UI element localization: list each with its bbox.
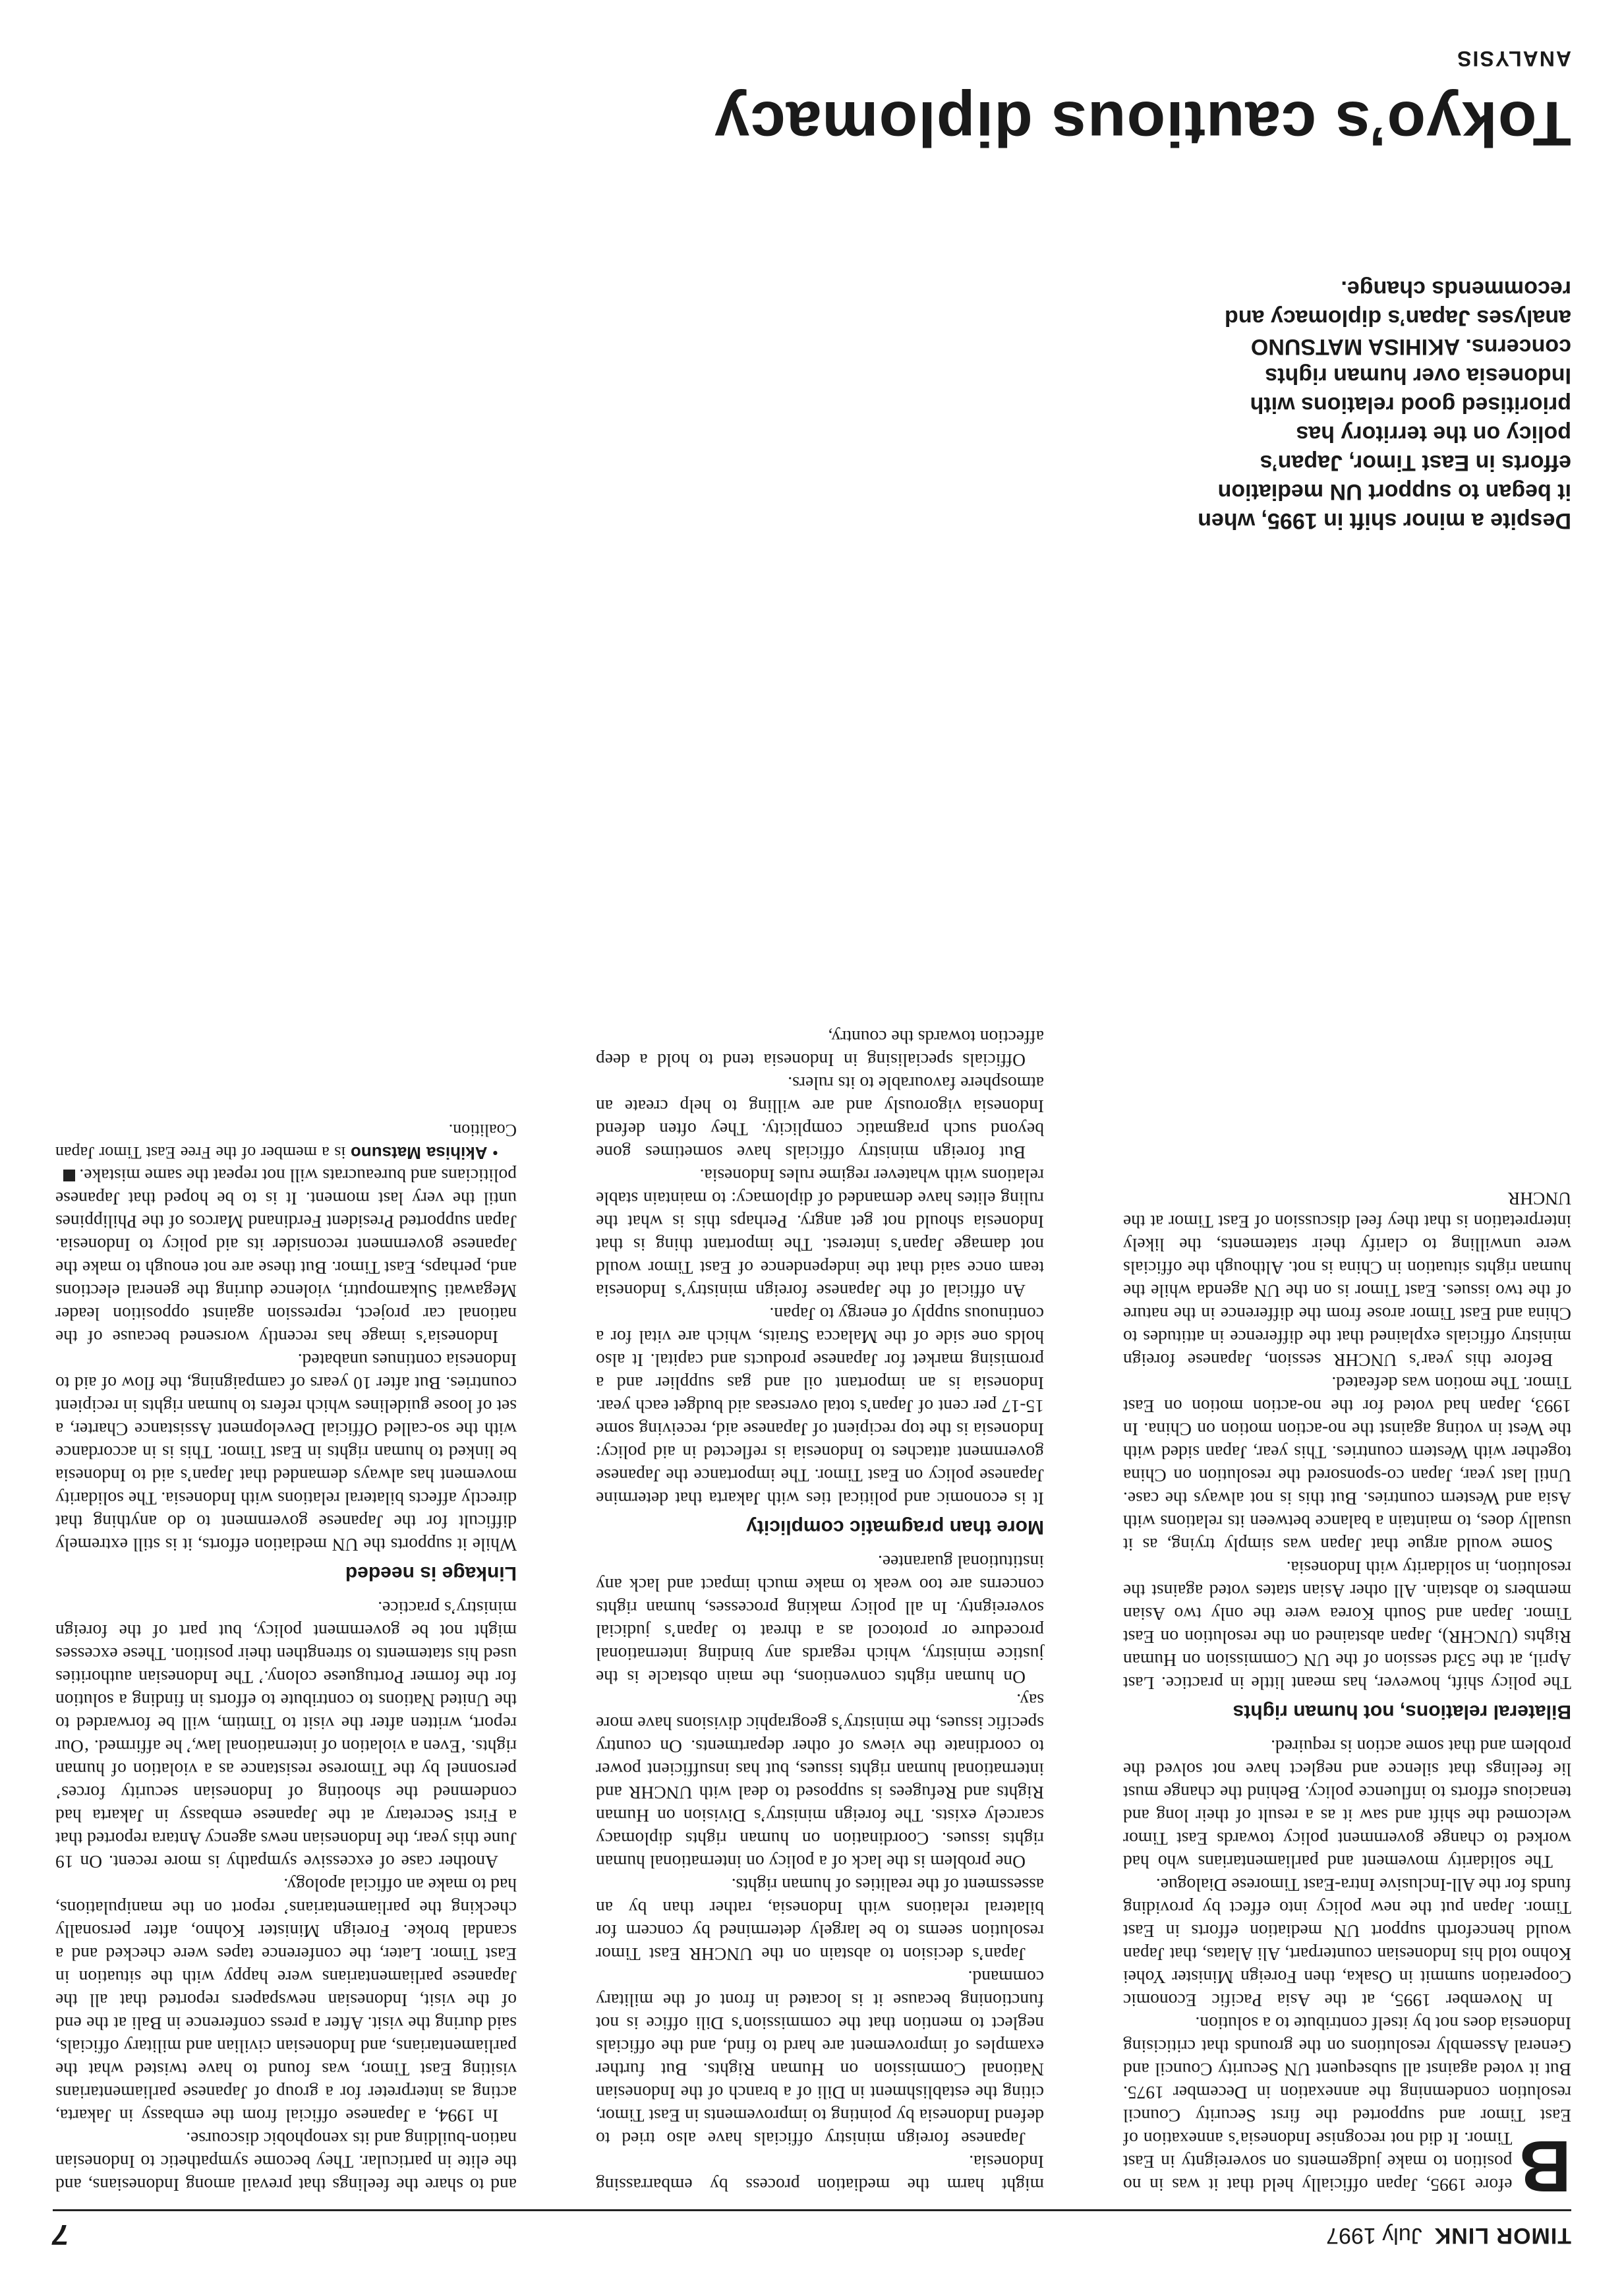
body-paragraph: On human rights conventions, the main obstacle is the justice ministry, which regards any binding international procedure or protocol as a threat to Japan’s judicial sovereignty. In all policy making processes, human rights concerns are too weak to make much impact and lack any institutional guarantee. bbox=[596, 1552, 1044, 1688]
author-bio-text: is a member of the Free East Timor Japan Coalition. bbox=[55, 1121, 517, 1162]
article-column-1 bbox=[1123, 562, 1571, 2207]
body-paragraph: Some would argue that Japan was simply trying, as it usually does, to maintain a balance between its relations with Asia and Western countries. But this is not always the case. Until last year, Japan co-sponsored the resolution on China together with Western countries. This year, Japan sided with the West in voting against the no-action motion on China. In 1993, Japan had voted for the no-action motion on East Timor. The motion was defeated. bbox=[1123, 1373, 1571, 1555]
article-column-3 bbox=[55, 153, 517, 2197]
byline: AKIHISA MATSUNO analyses Japan’s diplomacy and recommends change. bbox=[1225, 276, 1571, 359]
body-paragraph: But foreign ministry officials have sometimes gone beyond such pragmatic complicity. They often defend Indonesia vigorously and are willing to help create an atmosphere favourable to its rulers. bbox=[596, 1073, 1044, 1163]
body-paragraph: Officials specialising in Indonesia tend to hold a deep affection towards the country, bbox=[596, 1027, 1044, 1071]
subheading: Bilateral relations, not human rights bbox=[1232, 1701, 1571, 1723]
body-paragraph: Another case of excessive sympathy is more recent. On 19 June this year, the Indonesian news agency Antara reported that a First Secretary at the Japanese embassy in Jakarta had condemned the shooting of Indonesian security forces’ personnel by the Timorese resistance as a violation of human rights. ‘Even a violation of international law,’ he affirmed. ‘Our report, written after the visit to Timtim, will be forwarded to the United Nations to contribute to efforts in finding a solution for the former Portuguese colony.’ The Indonesian authorities used his statements to strengthen their position. These excesses might not be government policy, but part of the foreign ministry’s practice. bbox=[55, 1598, 517, 1872]
body-paragraph: While it supports the UN mediation efforts, it is still extremely difficult for the Japanese government to do anything that directly affects bilateral relations with Indonesia. The solidarity movement has always demanded that Japan’s aid to Indonesia be linked to human rights in East Timor. This is in accordance with the so-called Official Development Assistance Charter, a set of loose guidelines which refers to human rights in recipient countries. But after 10 years of campaigning, the flow of aid to Indonesia continues unabated. bbox=[55, 1350, 517, 1555]
body-paragraph: The solidarity movement and parliamentarians who had worked to change government policy towards East Timor welcomed the shift and saw it as a result of their long and tenacious efforts to influence policy. Behind the change must lie feelings that silence and neglect have not solved the problem and that some action is required. bbox=[1123, 1737, 1571, 1872]
body-paragraph: In November 1995, at the Asia Pacific Economic Cooperation summit in Osaka, then Foreign Minister Yohei Kohno told his Indonesian counterpart, Ali Alatas, that Japan would henceforth support UN mediation efforts in East Timor. Japan put the new policy into effect by providing funds for the All-Inclusive Intra-East Timorese Dialogue. bbox=[1123, 1875, 1571, 2011]
body-paragraph: An official of the Japanese foreign ministry’s Indonesia team once said that the independence of East Timor would not damage Japan’s interest. The important thing is that Indonesia should not get angry. Perhaps this is what the ruling elites have demanded of diplomacy: to maintain stable relations with whatever regime rules Indonesia. bbox=[596, 1166, 1044, 1301]
standfirst-text: Despite a minor shift in 1995, when it began to support UN mediation efforts in East Timor, Japan’s policy on the territory has prioritised good relations with Indonesia over human rights concerns. bbox=[1198, 334, 1571, 533]
body-paragraph: Japan’s decision to abstain on the UNCHR East Timor resolution seems to be largely determined by concern for bilateral relations with Indonesia, rather than by an assessment of the realities of human rights. bbox=[596, 1875, 1044, 1965]
page-header bbox=[1326, 2222, 1571, 2248]
drop-cap: B bbox=[1519, 2126, 1571, 2207]
headline: Tokyo’s cautious diplomacy bbox=[714, 88, 1571, 159]
body-paragraph: It is economic and political ties with Jakarta that determine Japanese policy on East Timor. The importance the Japanese government attaches to Indonesia is reflected in aid policy: Indonesia is the top recipient of Japanese aid, receiving some 15-17 per cent of Japan’s total overseas aid budget each year. Indonesia is an important oil and gas supplier and a promising market for Japanese products and capital. It also holds one side of the Malacca Straits, which are vital for a continuous supply of energy to Japan. bbox=[596, 1304, 1044, 1509]
issue-date: July 1997 bbox=[1326, 2223, 1422, 2248]
author-bio: • Akihisa Matsuno is a member of the Free East Timor Japan Coalition. bbox=[55, 1121, 517, 1163]
header-rule bbox=[53, 2209, 1571, 2211]
body-paragraph: Before this year’s UNCHR session, Japanese foreign ministry officials explained that the difference in attitudes to China and East Timor arose from the difference in the nature of the two issues. East Timor is on the UN agenda while the human rights situation in China is not. Although the officials were unwilling to clarify their statements, the likely interpretation is that they feel discussion of East Timor at the UNCHR bbox=[1123, 1189, 1571, 1371]
standfirst bbox=[1189, 274, 1571, 535]
lead-paragraph: B efore 1995, Japan officially held that it was in no position to make judgements on sovereignty in East Timor. It did not recognise Indonesia’s annexation of East Timor and supported the first Security Council resolution condemning the annexation in December 1975. But it voted against all subsequent UN Security Council and General Assembly resolutions on the grounds that criticising Indonesia does not by itself contribute to a solution. bbox=[1123, 2013, 1571, 2207]
page-number: 7 bbox=[53, 2218, 69, 2251]
article-column-2 bbox=[596, 153, 1044, 2197]
body-paragraph: Japanese foreign ministry officials have also tried to defend Indonesia by pointing to improvements in East Timor, citing the establishment in Dili of a branch of the Indonesian National Commission on Human Rights. But further examples of improvement are hard to find, and the officials neglect to mention that the commission’s Dili office is not functioning because it is located in front of the military command. bbox=[596, 1967, 1044, 2149]
section-label: ANALYSIS bbox=[1456, 47, 1571, 71]
body-paragraph: One problem is the lack of a policy on international human rights issues. Coordination on human rights diplomacy scarcely exists. The foreign ministry’s Division on Human Rights and Refugees is supposed to deal with UNCHR and international human rights issues, but has insufficient power to coordinate the views of other departments. On country specific issues, the ministry’s geographic divisions have more say. bbox=[596, 1690, 1044, 1872]
author-name: Akihisa Matsuno bbox=[350, 1143, 488, 1163]
body-paragraph: In 1994, a Japanese official from the embassy in Jakarta, acting as interpreter for a group of Japanese parliamentarians visiting East Timor, was found to have twisted what the parliamentarians, and Indonesian civilian and military officials, said during the visit. After a press conference in Bali at the end of the visit, Indonesian newspapers reported that all the Japanese parliamentarians were happy with the situation in East Timor. Later, the conference tapes were checked and a scandal broke. Foreign Minister Kohno, after personally checking the parliamentarians’ report on the manipulations, had to make an official apology. bbox=[55, 1875, 517, 2126]
subheading: Linkage is needed bbox=[345, 1562, 517, 1584]
body-paragraph: The policy shift, however, has meant little in practice. Last April, at the 53rd session of the UN Commission on Human Rights (UNCHR), Japan abstained on the resolution on East Timor. Japan and South Korea were the only two Asian members to abstain. All other Asian states voted against the resolution, in solidarity with Indonesia. bbox=[1123, 1558, 1571, 1694]
body-paragraph: and to share the feelings that prevail among Indonesians, and the elite in particular. They become sympathetic to Indonesian nation-building and its xenophobic discourse. bbox=[55, 2129, 517, 2195]
subheading: More than pragmatic complicity bbox=[746, 1516, 1044, 1538]
body-paragraph: Indonesia’s image has recently worsened because of the national car project, repression against opposition leader Megawati Sukarnoputri, violence during the general elections and, perhaps, East Timor. But these are not enough to make the Japanese government reconsider its aid policy to Indonesia. Japan supported President Ferdinand Marcos of the Philippines until the very last moment. It is to be hoped that Japanese politicians and bureaucrats will not repeat the same mistake. bbox=[55, 1166, 517, 1348]
body-paragraph: might harm the mediation process by embarrassing Indonesia. bbox=[596, 2152, 1044, 2195]
publication-name: TIMOR LINK bbox=[1434, 2223, 1571, 2248]
